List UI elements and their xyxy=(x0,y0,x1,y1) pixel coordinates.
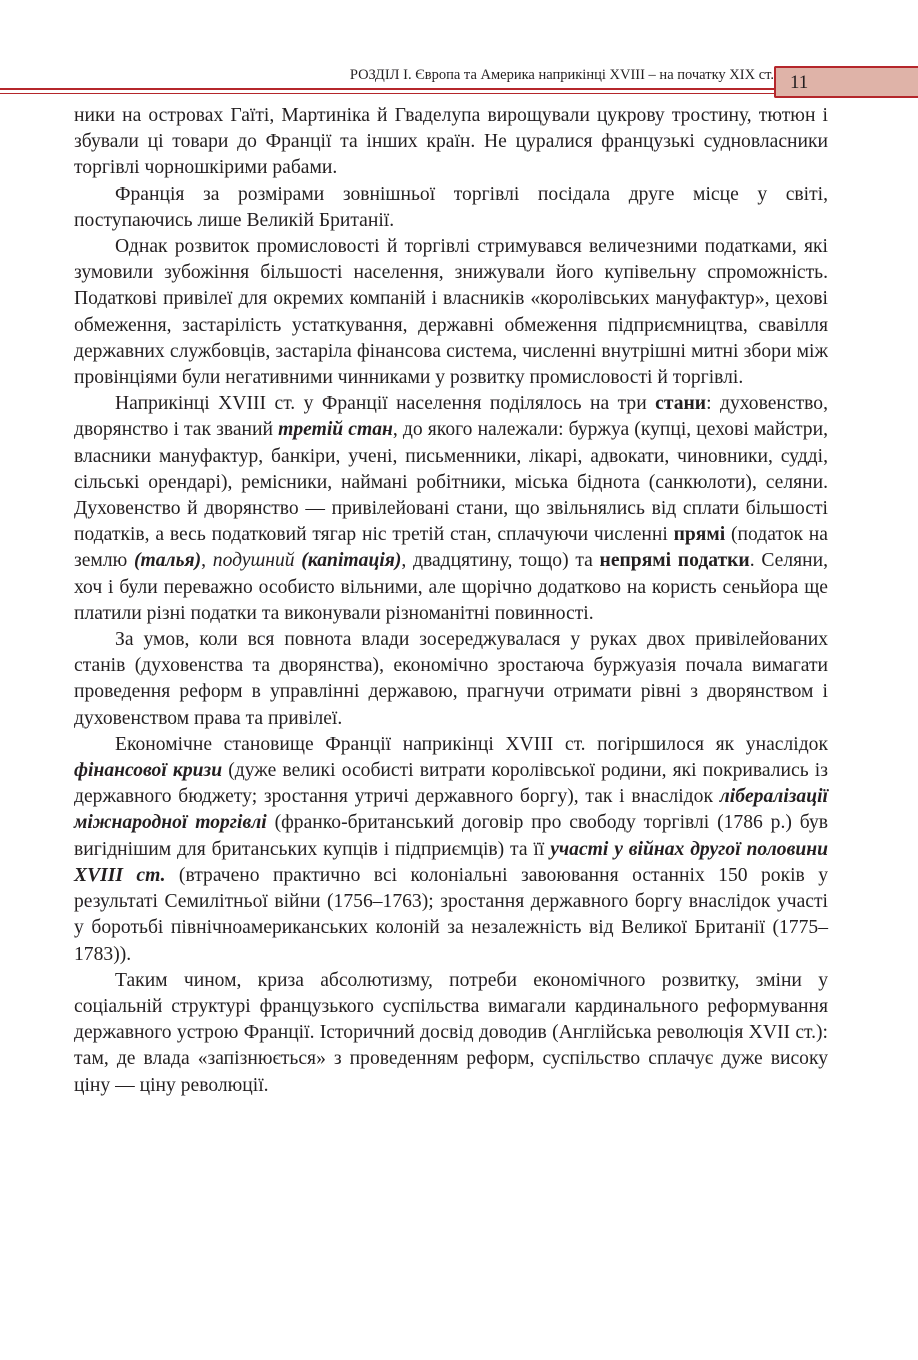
text-run: , до якого належали: буржуа (купці, цехові майстри, власники мануфактур, банкіри, учені, письменники, лікарі, адвокати, чиновники, судді, сільські орендарі), ремісники, наймані робітники, міська біднота (санкюлоти), селяни. Духовенство й дворянство — привілейовані стани, що звільнялись від сплати більшості податків, а весь податковий тягар ніс третій стан, сплачуючи численні xyxy=(74,419,828,546)
text-run: (податок на землю xyxy=(74,524,828,572)
body-text xyxy=(74,103,828,1099)
text-run: : духовенство, дворянство і так званий xyxy=(74,393,828,441)
paragraph-1: ники на островах Гаїті, Мартиніка й Гваделупа вирощували цукрову тростину, тютюн і збували ці товари до Франції та інших країн. Не цуралися французькі судновласники торгівлі чорношкірими рабами. xyxy=(74,105,828,179)
text-run: (франко-британський договір про свободу торгівлі (1786 р.) був вигіднішим для британських купців і підприємців) та її xyxy=(74,812,828,860)
header-rule xyxy=(0,88,774,90)
term-capitation: (капітація) xyxy=(301,550,402,572)
term-taille: (талья) xyxy=(133,550,202,572)
text-run: , xyxy=(201,550,213,572)
term-financial-crisis: фінансової кризи xyxy=(74,760,223,782)
text-run: , двадцятину, тощо) та xyxy=(401,550,600,572)
page-number: 11 xyxy=(790,72,809,93)
paragraph-2: Франція за розмірами зовнішньої торгівлі посідала друге місце у світі, поступаючись лише Великій Британії. xyxy=(74,183,828,231)
term-third-estate: третій стан xyxy=(278,419,393,441)
text-run: (втрачено практично всі колоніальні завоювання останніх 150 років у результаті Семилітньої війни (1756–1763); зростання державного боргу внаслідок участі у боротьбі північноамериканських колоній за незалежність від Великої Британії (1775–1783)). xyxy=(74,864,828,965)
term-indirect-taxes: непрямі податки xyxy=(599,550,750,572)
term-estates: стани xyxy=(655,393,707,415)
paragraph-4 xyxy=(74,391,828,627)
term-poll: подушний xyxy=(212,550,295,572)
text-run: Економічне становище Франції наприкінці XVIII ст. погіршилося як унаслідок xyxy=(115,733,828,755)
text-run: Наприкінці XVIII ст. у Франції населення поділялось на три xyxy=(115,393,656,415)
term-trade-liberalization: лібералізації міжнародної торгівлі xyxy=(74,786,828,834)
running-head: РОЗДІЛ І. Європа та Америка наприкінці XVIII – на початку XIX ст. xyxy=(349,67,774,83)
paragraph-7: Таким чином, криза абсолютизму, потреби економічного розвитку, зміни у соціальній структурі французького суспільства вимагали кардинального реформування державного устрою Франції. Історичний досвід доводив (Англійська революція XVII ст.): там, де влада «запізнюється» з проведенням реформ, суспільство сплачує дуже високу ціну — ціну революції. xyxy=(74,969,828,1096)
paragraph-5: За умов, коли вся повнота влади зосереджувалася у руках двох привілейованих станів (духовенства та дворянства), економічно зростаюча буржуазія почала вимагати проведення реформ в управлінні державою, прагнучи отримати рівні з дворянством і духовенством права та привілеї. xyxy=(74,629,828,729)
header-rule-thin xyxy=(0,93,774,94)
paragraph-3: Однак розвиток промисловості й торгівлі стримувався величезними податками, які зумовили зубожіння більшості населення, знижували його купівельну спроможність. Податкові привілеї для окремих компаній і власників «королівських мануфактур», цехові обмеження, застарілість устаткування, державні обмеження підприємництва, свавілля державних службовців, застаріла фінансова система, численні внутрішні митні збори між провінціями були негативними чинниками у розвитку промисловості й торгівлі. xyxy=(74,236,828,389)
term-direct-taxes: прямі xyxy=(673,524,726,546)
page-number-tab xyxy=(774,66,918,98)
paragraph-6 xyxy=(74,732,828,968)
term-wars-participation: участі у війнах другої половини XVIII ст. xyxy=(74,838,828,886)
text-run: (дуже великі особисті витрати королівської родини, які покривались із державного бюджету; зростання утричі державного боргу), так і внаслідок xyxy=(74,760,828,808)
text-run: . Селяни, хоч і були переважно особисто вільними, але щорічно додатково на користь сеньйора ще платили різні податки та виконували різноманітні повинності. xyxy=(74,550,829,624)
